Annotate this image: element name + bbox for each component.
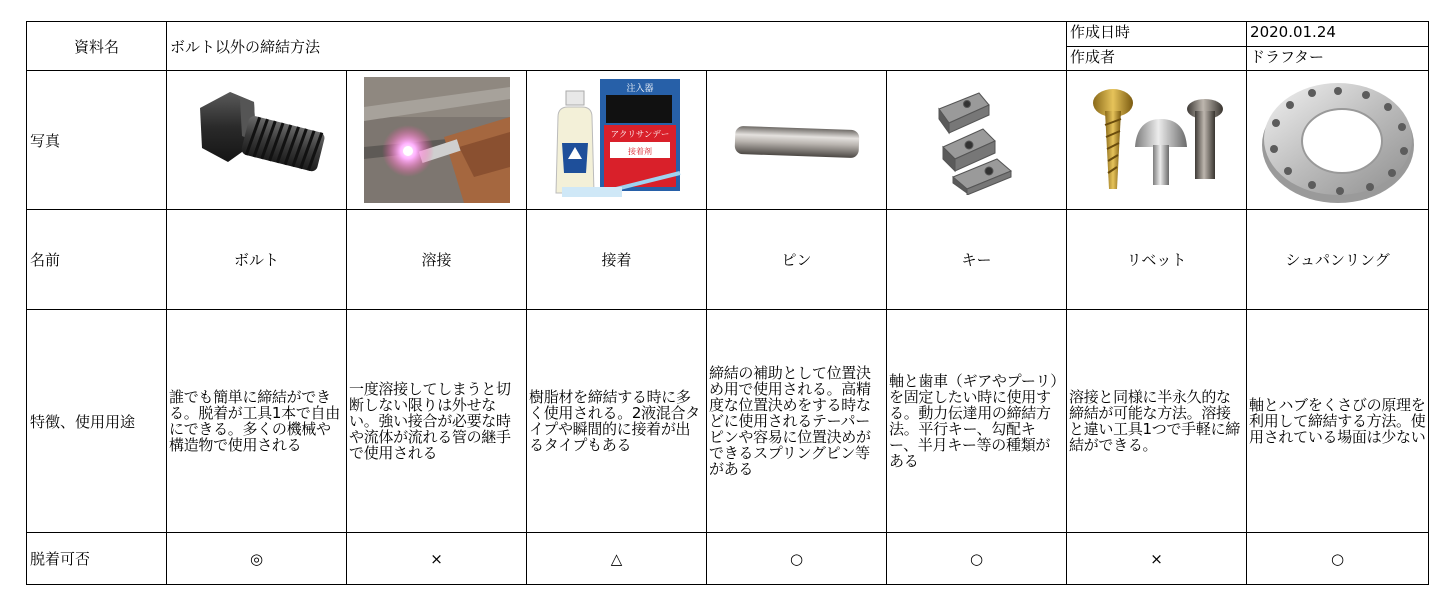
locking-ring-image (1258, 75, 1418, 205)
pin-image (727, 110, 867, 170)
desc-bolt: 誰でも簡単に締結ができる。脱着が工具1本で自由にできる。多くの機械や構造物で使用される (169, 388, 340, 454)
mark-cell (1247, 533, 1429, 585)
bolt-image (182, 80, 332, 200)
product-top-text: 注入器 (625, 84, 654, 94)
desc-pin: 締結の補助として位置決め用で使用される。高精度な位置決めをする時などに使用されるテーパーピンや容易に位置決めができるスプリングピン等がある (709, 364, 871, 478)
name-cell (887, 210, 1067, 310)
desc-adhesive: 樹脂材を締結する時に多く使用される。2液混合タイプや瞬間的に接着が出るタイプもある (529, 388, 700, 454)
desc-cell (347, 310, 527, 533)
desc-rivet: 溶接と同様に半永久的な締結が可能な方法。溶接と違い工具1つで手軽に締結ができる。 (1069, 388, 1240, 454)
name-cell (167, 210, 347, 310)
created-date: 2020.01.24 (1250, 23, 1336, 41)
mark-cell (887, 533, 1067, 585)
doc-title-cell (167, 22, 1067, 71)
rivet-image (1087, 85, 1227, 195)
mark-cell (707, 533, 887, 585)
name-row-label: 名前 (30, 251, 61, 269)
desc-key: 軸と歯車（ギアやプーリ）を固定したい時に使用する。動力伝達用の締結方法。平行キー、勾配キー、半月キー等の種類がある (889, 372, 1058, 470)
removable-row-label: 脱着可否 (30, 550, 91, 568)
author-label-cell (1067, 47, 1247, 71)
author-cell (1247, 47, 1429, 71)
mark-cell (167, 533, 347, 585)
doc-title: ボルト以外の締結方法 (170, 37, 321, 56)
name-key: キー (961, 251, 992, 269)
name-welding: 溶接 (421, 251, 452, 269)
created-date-cell (1247, 22, 1429, 47)
name-locking-ring: シュパンリング (1285, 251, 1390, 269)
name-cell (347, 210, 527, 310)
mark-key: ○ (969, 549, 984, 568)
created-date-label: 作成日時 (1070, 23, 1131, 41)
mark-bolt: ◎ (249, 549, 264, 568)
product-brand-text: アクリサンデー (610, 130, 669, 140)
mark-cell (527, 533, 707, 585)
desc-cell (167, 310, 347, 533)
feature-row-label-cell (27, 310, 167, 533)
desc-cell (1067, 310, 1247, 533)
photo-adhesive-cell (527, 71, 707, 210)
created-date-label-cell (1067, 22, 1247, 47)
author: ドラフター (1250, 48, 1324, 66)
removable-row-label-cell (27, 533, 167, 585)
welding-image (364, 77, 510, 203)
photo-bolt-cell (167, 71, 347, 210)
name-cell (1067, 210, 1247, 310)
name-row-label-cell (27, 210, 167, 310)
doc-label: 資料名 (73, 37, 119, 56)
mark-locking-ring: ○ (1330, 549, 1345, 568)
key-image (927, 85, 1027, 195)
feature-row-label: 特徴、使用用途 (30, 412, 136, 431)
photo-rivet-cell (1067, 71, 1247, 210)
mark-cell (1067, 533, 1247, 585)
name-pin: ピン (781, 251, 812, 269)
desc-locking-ring: 軸とハブをくさびの原理を利用して締結する方法。使用されている場面は少ない (1249, 396, 1426, 446)
desc-welding: 一度溶接してしまうと切断しない限りは外せない。強い接合が必要な時や流体が流れる管の継手で使用される (349, 380, 511, 462)
name-rivet: リベット (1126, 251, 1187, 269)
desc-cell (527, 310, 707, 533)
photo-welding-cell (347, 71, 527, 210)
photo-pin-cell (707, 71, 887, 210)
product-kind-text: 接着剤 (627, 147, 652, 156)
name-cell (1247, 210, 1429, 310)
name-adhesive: 接着 (601, 251, 632, 269)
mark-pin: ○ (789, 549, 804, 568)
mark-adhesive: △ (610, 549, 623, 568)
mark-rivet: × (1150, 549, 1163, 568)
name-bolt: ボルト (233, 251, 279, 269)
photo-locking-ring-cell (1247, 71, 1429, 210)
name-cell (527, 210, 707, 310)
desc-cell (887, 310, 1067, 533)
name-cell (707, 210, 887, 310)
author-label: 作成者 (1070, 48, 1116, 66)
adhesive-image (552, 77, 682, 203)
mark-welding: × (430, 549, 443, 568)
photo-key-cell (887, 71, 1067, 210)
desc-cell (1247, 310, 1429, 533)
photo-row-label: 写真 (30, 131, 61, 150)
photo-row-label-cell (27, 71, 167, 210)
mark-cell (347, 533, 527, 585)
comparison-table (26, 21, 1429, 585)
desc-cell (707, 310, 887, 533)
doc-label-cell (27, 22, 167, 71)
